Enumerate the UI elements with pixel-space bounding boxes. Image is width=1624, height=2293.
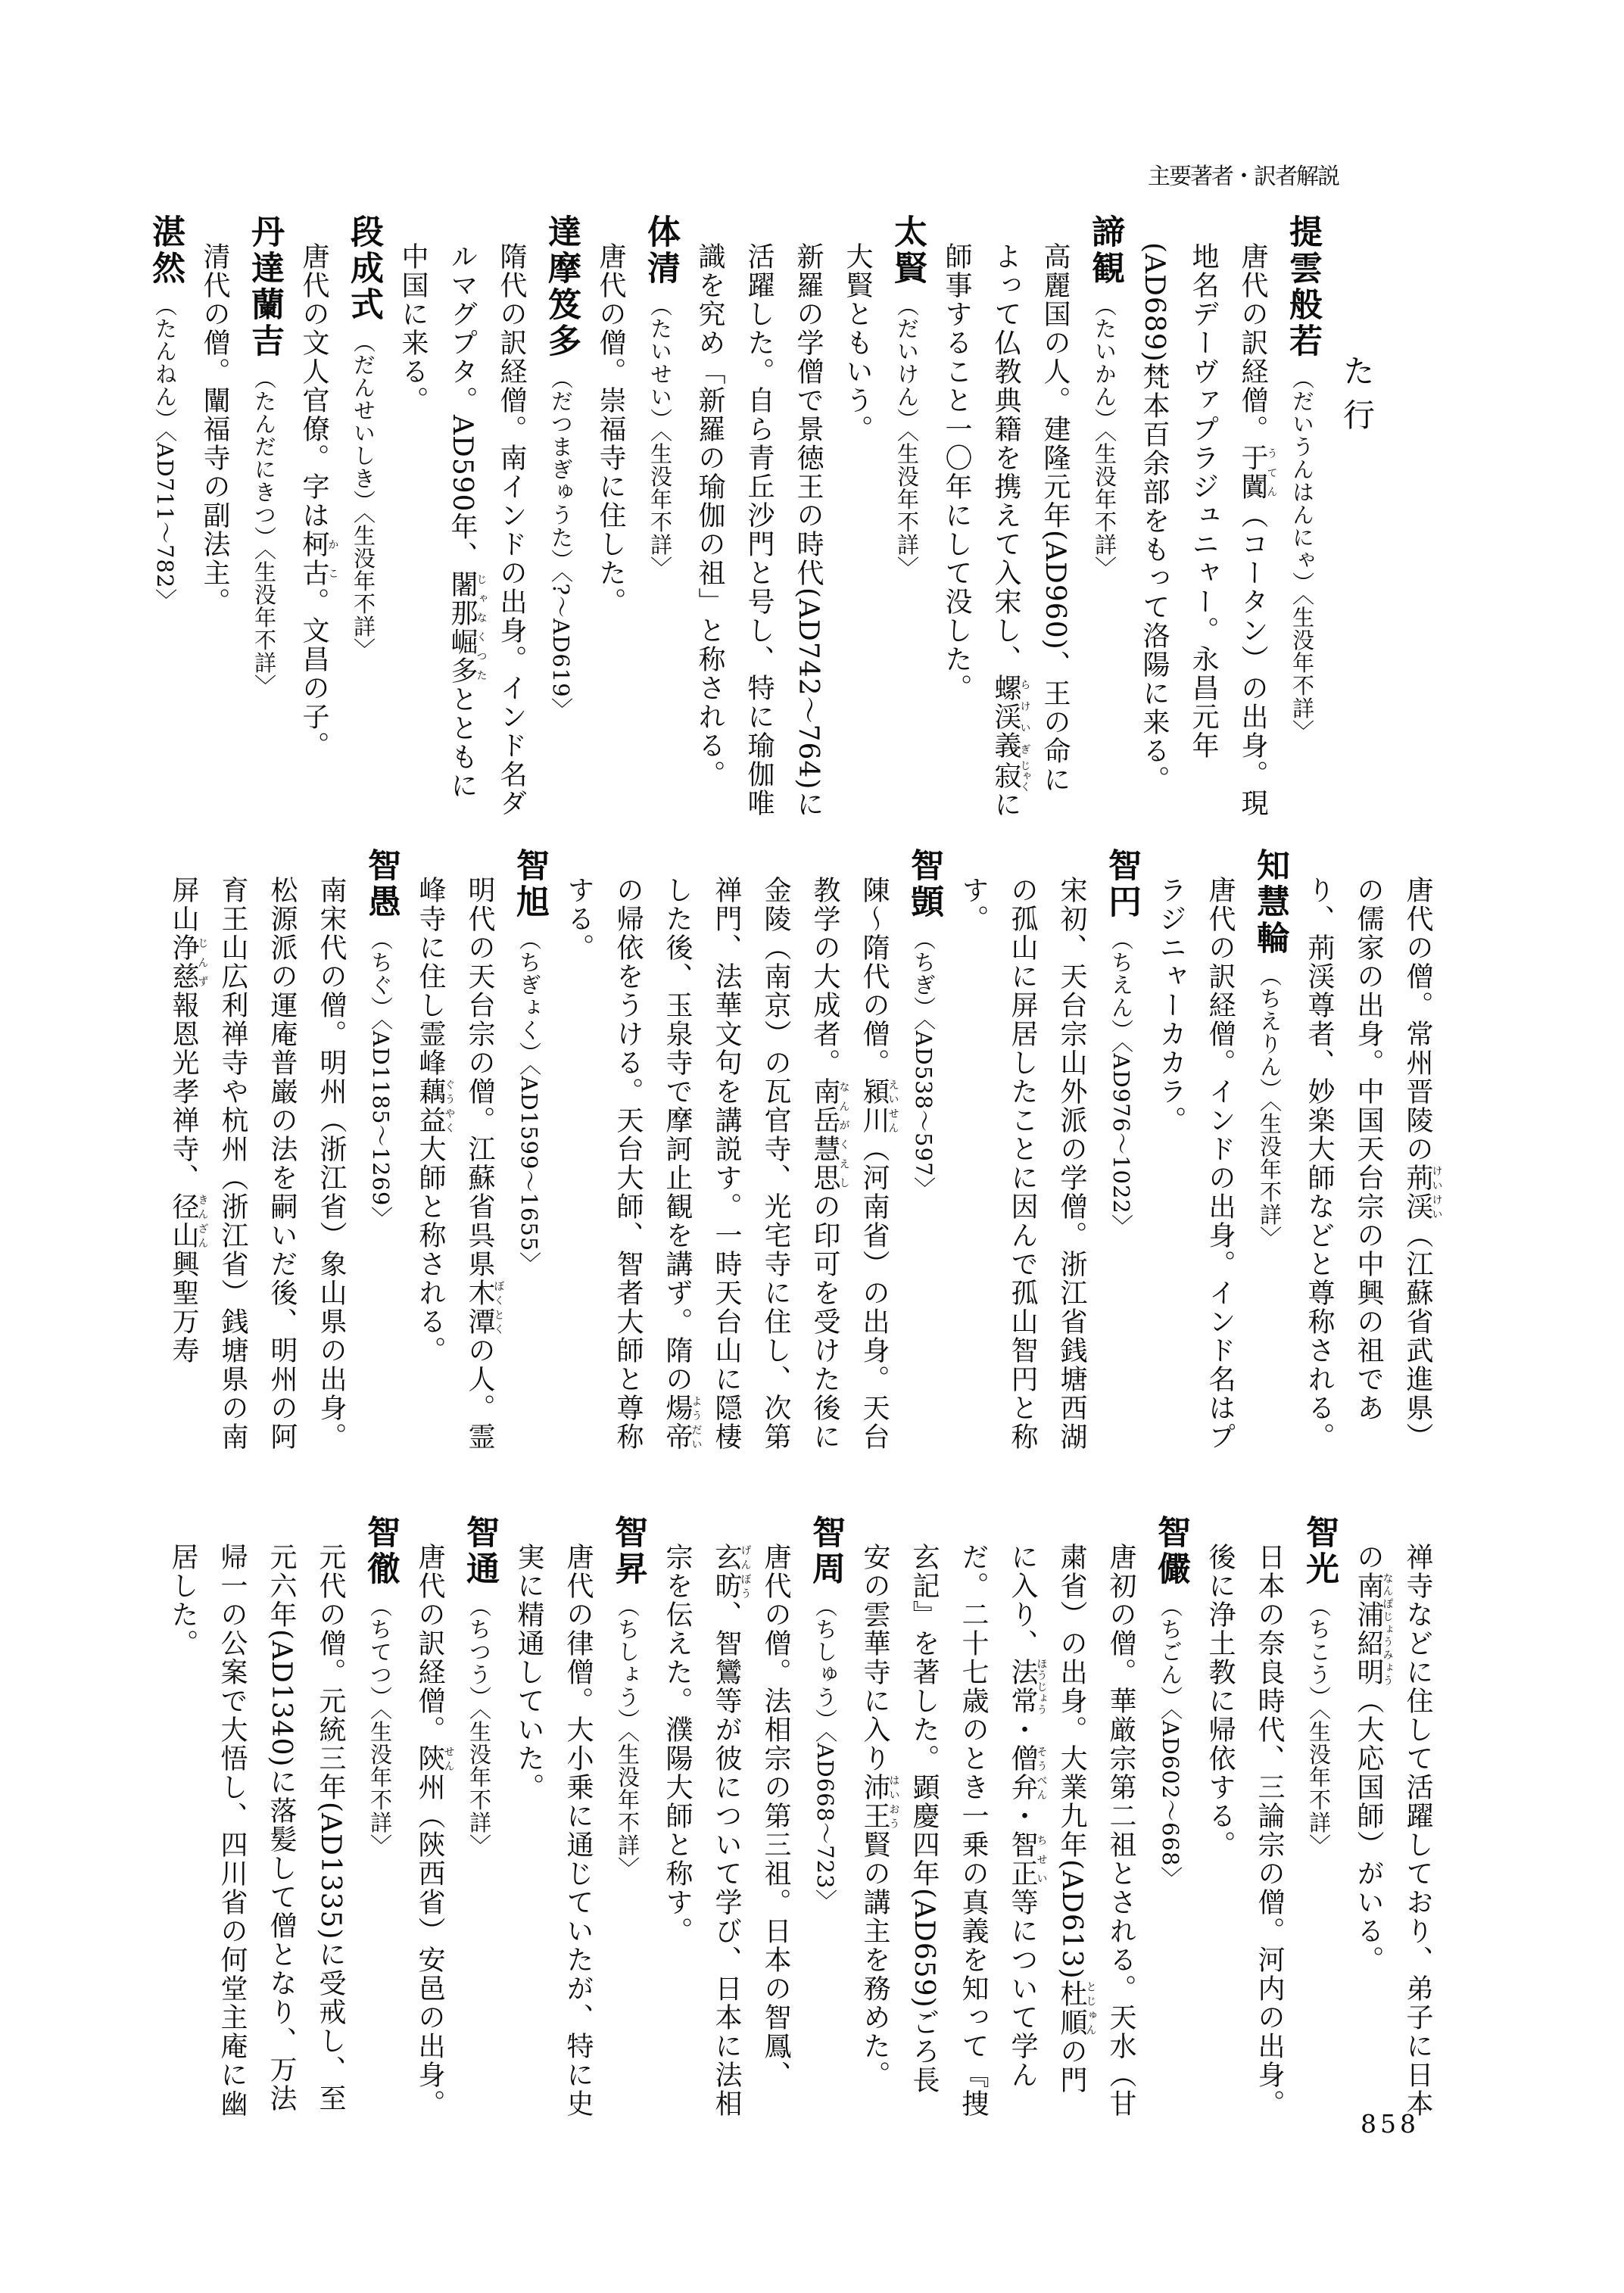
body-text: 明代の天台宗の僧。江蘇省呉県 (464, 876, 495, 1279)
entry-reading: （ちつう） (466, 1595, 492, 1709)
entry-dates (351, 512, 376, 661)
entry-headword: 諦観 (1086, 214, 1124, 287)
bracket-open: 〈 (615, 1731, 641, 1743)
ruby-base: 沛王 (859, 1773, 890, 1830)
body-text: 高麗国の人。建隆元年 (1040, 242, 1071, 530)
entry-body (833, 214, 882, 820)
body-text: 、智鸞等が彼について学び、日本に法相宗を伝えた。濮陽大師と称す。 (662, 1543, 742, 2118)
body-text: の門に入り、 (1007, 1543, 1087, 2095)
ruby-annotation (1237, 444, 1278, 501)
ruby-text: じゃく (1018, 760, 1031, 792)
entry-lifespan: AD602～668 (1158, 1720, 1183, 1867)
entry-body (159, 848, 356, 1453)
body-text: ・ (1007, 1715, 1038, 1744)
body-text: 大賢ともいう。 (842, 242, 873, 444)
entry-dates (647, 431, 673, 579)
bracket-close: 〉 (251, 674, 277, 697)
body-text: とともに中国に来る。 (397, 242, 478, 800)
entry-heading (338, 214, 388, 820)
entry-lifespan: 生没年不詳 (1092, 442, 1117, 556)
body-text: 興聖万寿 (168, 1250, 199, 1365)
body-text: 大師と称される。 (415, 1135, 446, 1365)
entry-dates (1289, 594, 1315, 743)
bracket-open: 〈 (812, 1731, 838, 1743)
latin-date: (AD613) (1056, 1859, 1087, 1980)
body-text: 南宋代の僧。明州（浙江省）象山県の出身。松源派の運庵普巌の法を嗣いだ後、明州の阿育王山広利禅寺や杭州（浙江省）銭塘県の南屏山 (168, 876, 347, 1451)
entry-body (586, 214, 635, 820)
bracket-open: 〈 (647, 431, 673, 443)
entry-body (405, 1515, 454, 2120)
entry-dates (368, 1019, 394, 1229)
ruby-annotation (859, 1077, 899, 1135)
entry-heading (454, 1515, 504, 2120)
entry-headword: 智通 (460, 1515, 499, 1587)
entry-body (685, 214, 833, 820)
entry-body (850, 1515, 1146, 2120)
entry-body (1344, 1515, 1442, 2120)
entry-headword: 智旭 (510, 848, 549, 921)
body-text: 年、 (447, 512, 478, 570)
bracket-open: 〈 (466, 1709, 492, 1721)
body-text: 等について学んだ。二十七歳のとき一乗の真義を知って『捜玄記』を著した。顕慶四年 (909, 1543, 1038, 2118)
bracket-close: 〉 (1289, 719, 1315, 743)
entry-body (158, 1515, 355, 2120)
bracket-open: 〈 (1257, 1101, 1283, 1113)
entry-body (190, 214, 239, 820)
entry-reading: （だいけん） (894, 294, 920, 431)
body-text: 唐初の僧。華厳宗第二祖とされる。天水（甘粛省）の出身。大業九年 (1056, 1543, 1136, 2118)
ruby-text: らけいぎ (1018, 674, 1031, 760)
body-text: 唐代の僧。崇福寺に住した。 (595, 242, 626, 616)
latin-date: (AD1340) (266, 1629, 297, 1768)
entry-reading: （たいかん） (1092, 294, 1117, 431)
entry-lifespan: AD538～597 (911, 1030, 937, 1177)
body-text: 唐代の僧。法相宗の第三祖。日本の智鳳、 (760, 1543, 791, 2089)
bracket-close: 〉 (368, 1206, 394, 1229)
ruby-base: 法常 (1007, 1658, 1038, 1715)
entry-body (289, 214, 338, 820)
entry-reading: （ちぎょく） (516, 928, 542, 1064)
body-text: に落髪して僧となり、万法帰一の公案で大悟し、四川省の何堂主庵に幽居した。 (167, 1543, 297, 2118)
bracket-open: 〈 (251, 549, 277, 561)
body-text: 禅寺などに住して活躍しており、弟子に日本の (1353, 1543, 1433, 2118)
entry-dates (812, 1731, 838, 1911)
ruby-base: 玄昉 (711, 1543, 742, 1600)
ruby-text: ちせい (1035, 1830, 1048, 1888)
bracket-close: 〉 (911, 1176, 937, 1200)
entry-dates (516, 1064, 542, 1274)
entry-lifespan: ?～AD619 (548, 583, 574, 698)
text-band-bottom (158, 1515, 1442, 2120)
entry-body (932, 214, 1080, 820)
entry-heading (603, 1515, 653, 2120)
entry-reading: （たんだにきつ） (251, 367, 277, 549)
ruby-base: 荊渓 (1402, 1164, 1433, 1221)
entry-reading: （ちぐ） (368, 928, 394, 1019)
ruby-base: 柯古 (298, 530, 329, 587)
entry-body (554, 848, 899, 1453)
bracket-open: 〈 (1092, 431, 1117, 443)
body-text: 唐代の訳経僧。 (1237, 242, 1268, 444)
body-text: 清代の僧。闡福寺の副法主。 (199, 242, 230, 616)
ruby-annotation (1353, 1572, 1394, 1687)
entry-headword: 智円 (1102, 848, 1141, 921)
entry-lifespan: AD711～782 (152, 442, 178, 589)
body-text: 唐代の律僧。大小乗に通じていたが、特に史実に精通していた。 (513, 1543, 594, 2118)
body-text: 新羅の学僧で景徳王の時代 (793, 242, 824, 587)
entry-heading (1080, 214, 1130, 820)
bracket-close: 〉 (1257, 1226, 1283, 1249)
entry-headword: 丹達蘭吉 (245, 214, 284, 360)
entry-dates (1108, 1042, 1134, 1237)
entry-dates (251, 549, 277, 697)
body-text: 元代の僧。元統三年 (315, 1543, 346, 1802)
ruby-annotation (1007, 1830, 1048, 1888)
entry-dates (1306, 1709, 1332, 1857)
entry-dates (894, 431, 920, 579)
body-text: 唐代の僧。常州晋陵の (1402, 876, 1433, 1164)
entry-heading (800, 1515, 850, 2120)
entry-lifespan: AD668～723 (812, 1743, 838, 1890)
entry-heading (536, 214, 586, 820)
body-text: 唐代の文人官僚。字は (298, 242, 329, 530)
entry-heading (1277, 214, 1327, 820)
ruby-text: ぼくとく (492, 1279, 505, 1336)
ruby-annotation (464, 1279, 505, 1336)
entry-body (949, 848, 1096, 1453)
entry-headword: 智儼 (1152, 1515, 1190, 1587)
latin-date: AD590 (447, 415, 478, 512)
ruby-annotation (809, 1077, 850, 1192)
body-text: 日本の奈良時代、三論宗の僧。河内の出身。後に浄土教に帰依する。 (1205, 1543, 1285, 2118)
body-text: （大応国師）がいる。 (1353, 1687, 1384, 1974)
bracket-close: 〉 (615, 1856, 641, 1880)
entry-headword: 智周 (806, 1515, 845, 1587)
ruby-text: はいおう (887, 1773, 900, 1830)
body-text: 梵本百余部をもって洛陽に来る。 (1139, 362, 1170, 794)
ruby-base: 木潭 (464, 1279, 495, 1336)
entry-heading (899, 848, 949, 1453)
entry-lifespan: 生没年不詳 (367, 1720, 393, 1834)
bracket-open: 〈 (152, 431, 178, 443)
body-text: の印可を受けた後に金陵（南京）の瓦官寺、光宅寺に住し、次第禅門、法華文句を講説す。一時天台山に隠棲した後、玉泉寺で摩訶止観を講ず。隋の (662, 876, 840, 1451)
entry-dates (1158, 1709, 1183, 1889)
ruby-base: 闍那崛多 (447, 569, 478, 685)
page-header-title: 主要著者・訳者解説 (1148, 164, 1339, 190)
ruby-text: げんぼう (739, 1543, 752, 1600)
entry-headword: 智顗 (905, 848, 943, 921)
ruby-base: 智正 (1007, 1830, 1038, 1888)
entry-heading (882, 214, 932, 820)
entry-reading: （たんねん） (152, 294, 178, 431)
entry-heading (1245, 848, 1295, 1453)
entry-headword: 体清 (641, 214, 680, 287)
entry-body (653, 1515, 800, 2120)
ruby-text: ようだい (690, 1394, 703, 1451)
page-number: 858 (1361, 2109, 1420, 2139)
entry-heading (356, 848, 406, 1453)
body-text: の人。霊峰寺に住し霊峰 (415, 876, 495, 1451)
entry-lifespan: AD976～1022 (1108, 1053, 1134, 1214)
entry-heading (140, 214, 190, 820)
bracket-open: 〈 (368, 1019, 394, 1031)
entry-headword: 太賢 (888, 214, 927, 287)
ruby-annotation (1007, 1744, 1048, 1802)
ruby-text: うてん (1265, 444, 1278, 501)
entry-headword: 段成式 (344, 214, 383, 323)
ruby-text: けいけい (1430, 1164, 1443, 1221)
entry-dates (911, 1019, 937, 1199)
entry-headword: 智昇 (609, 1515, 647, 1587)
bracket-close: 〉 (1306, 1833, 1332, 1857)
entry-heading (635, 214, 685, 820)
ruby-text: じんず (196, 933, 209, 991)
body-text: （河南省）の出身。天台教学の大成者。 (809, 876, 890, 1451)
entry-reading: （ちしょう） (615, 1595, 641, 1731)
bracket-open: 〈 (1158, 1709, 1183, 1721)
ruby-text: なんがくえし (837, 1077, 850, 1192)
entry-dates (1092, 431, 1117, 579)
bracket-close: 〉 (1158, 1866, 1183, 1890)
ruby-text: きんざん (196, 1192, 209, 1250)
ruby-annotation (415, 1077, 456, 1135)
entry-body (504, 1515, 603, 2120)
section-label-ta-row: た行 (1339, 354, 1376, 442)
entry-lifespan: AD1185～1269 (368, 1030, 394, 1207)
entry-dates (615, 1731, 641, 1880)
entry-headword: 智光 (1300, 1515, 1339, 1587)
entry-dates (1257, 1101, 1283, 1249)
entry-lifespan: 生没年不詳 (351, 524, 376, 638)
ruby-base: 螺渓義 (990, 674, 1021, 760)
ruby-text: かこ (326, 530, 339, 587)
ruby-text: ほうじょう (1035, 1658, 1048, 1715)
ruby-base: 浄慈 (168, 933, 199, 991)
entry-body (1195, 1515, 1294, 2120)
bracket-close: 〉 (351, 637, 376, 661)
body-text: 州（陝西省）安邑の出身。 (414, 1773, 445, 2118)
ruby-base: 南岳慧思 (809, 1077, 840, 1192)
ruby-text: じゃなくつた (475, 569, 488, 685)
ruby-base: 于闐 (1237, 444, 1268, 501)
ruby-annotation (414, 1744, 455, 1773)
entry-heading (239, 214, 289, 820)
bracket-close: 〉 (152, 588, 178, 612)
entry-dates (548, 572, 574, 721)
ruby-base: 径山 (168, 1192, 199, 1250)
bracket-open: 〈 (1108, 1042, 1134, 1054)
body-text: （コータン）の出身。現地名デーヴァプラジュニャー。永昌元年 (1188, 242, 1268, 818)
ruby-text: なんぽじょうみょう (1381, 1572, 1394, 1687)
entry-heading (1146, 1515, 1195, 2120)
bracket-close: 〉 (367, 1833, 393, 1857)
latin-date: (AD659) (909, 1888, 940, 2008)
body-text: ・ (1007, 1802, 1038, 1830)
bracket-open: 〈 (911, 1019, 937, 1031)
body-text: 唐代の訳経僧。インドの出身。インド名はプラジニャーカカラ。 (1155, 876, 1236, 1451)
ruby-annotation (662, 1394, 703, 1451)
entry-lifespan: 生没年不詳 (647, 442, 673, 556)
ruby-text: せん (442, 1744, 455, 1773)
ruby-annotation (1056, 1979, 1097, 2037)
ruby-base: 僧弁 (1007, 1744, 1038, 1802)
entry-lifespan: 生没年不詳 (1257, 1112, 1283, 1226)
entry-reading: （だいうんはんにゃ） (1289, 367, 1315, 594)
latin-date: (AD1335) (315, 1802, 346, 1940)
ruby-annotation (298, 530, 339, 587)
bracket-open: 〈 (1289, 594, 1315, 606)
entry-headword: 智徹 (361, 1515, 400, 1587)
entry-body (1295, 848, 1442, 1453)
bracket-open: 〈 (367, 1709, 393, 1721)
ruby-annotation (711, 1543, 752, 1600)
latin-date: (AD960) (1040, 530, 1071, 650)
ruby-base: 陝 (414, 1744, 445, 1773)
bracket-close: 〉 (647, 556, 673, 579)
entry-body (388, 214, 536, 820)
entry-heading (355, 1515, 405, 2120)
entry-body (1130, 214, 1277, 820)
body-text: 、王の命によって仏教典籍を携えて入宋し、 (990, 242, 1071, 794)
body-text: 唐代の訳経僧。 (414, 1543, 445, 1744)
entry-reading: （だんせいしき） (351, 331, 376, 512)
ruby-annotation (859, 1773, 900, 1830)
ruby-base: 煬帝 (662, 1394, 693, 1451)
ruby-base: 潁川 (859, 1077, 890, 1135)
ruby-base: 寂 (990, 760, 1021, 792)
bracket-close: 〉 (466, 1833, 492, 1857)
body-text: 。文昌の子。 (298, 587, 329, 760)
entry-body (406, 848, 504, 1453)
bracket-open: 〈 (894, 431, 920, 443)
bracket-close: 〉 (812, 1889, 838, 1912)
entry-headword: 湛然 (146, 214, 185, 287)
bracket-open: 〈 (1306, 1709, 1332, 1721)
ruby-base: 杜順 (1056, 1979, 1087, 2037)
entry-lifespan: 生没年不詳 (251, 560, 277, 675)
bracket-close: 〉 (1092, 556, 1117, 579)
bracket-close: 〉 (894, 556, 920, 579)
body-text: に受戒し、至元六年 (266, 1543, 346, 2113)
bracket-open: 〈 (548, 572, 574, 584)
bracket-close: 〉 (1108, 1213, 1134, 1237)
body-text: （江蘇省武進県）の儒家の出身。中国天台宗の中興の祖であり、荊渓尊者、妙楽大師などと尊称される。 (1304, 876, 1433, 1451)
ruby-base: 南浦紹明 (1353, 1572, 1384, 1687)
bracket-close: 〉 (516, 1251, 542, 1275)
entry-reading: （ちしゅう） (812, 1595, 838, 1731)
entry-reading: （ちてつ） (367, 1595, 393, 1709)
body-text: に師事すること一〇年にして没した。 (941, 242, 1021, 819)
ruby-base: 藕益 (415, 1077, 446, 1135)
entry-lifespan: 生没年不詳 (894, 442, 920, 556)
text-band-middle (159, 848, 1442, 1453)
body-text: ごろ長安の雲華寺に入り (859, 1543, 940, 2095)
ruby-text: そうべん (1035, 1744, 1048, 1802)
body-text: 報恩光孝禅寺、 (168, 991, 199, 1192)
entry-heading (504, 848, 554, 1453)
entry-headword: 知慧輪 (1251, 848, 1289, 957)
entry-lifespan: 生没年不詳 (615, 1743, 641, 1857)
entry-lifespan: 生没年不詳 (1289, 606, 1315, 720)
entry-heading (1096, 848, 1146, 1453)
body-text: の帰依をうける。天台大師、智者大師と尊称する。 (563, 876, 644, 1451)
entry-headword: 達摩笈多 (542, 214, 581, 360)
entry-reading: （ちこう） (1306, 1595, 1332, 1709)
ruby-annotation (1402, 1164, 1443, 1221)
bracket-close: 〉 (548, 697, 574, 721)
ruby-annotation (990, 760, 1031, 792)
body-text: に活躍した。自ら青丘沙門と号し、特に瑜伽唯識を究め「新羅の瑜伽の祖」と称される。 (694, 242, 824, 819)
body-text: 賢の講主を務めた。 (859, 1830, 890, 2089)
entry-reading: （ちえりん） (1257, 964, 1283, 1101)
ruby-text: ぐうやく (443, 1077, 456, 1135)
entry-reading: （ちえん） (1108, 928, 1134, 1042)
ruby-annotation (990, 674, 1031, 760)
entry-headword: 智愚 (362, 848, 401, 921)
body-text: 宋初、天台宗山外派の学僧。浙江省銭塘西湖の孤山に屏居したことに因んで孤山智円と称す。 (958, 876, 1087, 1451)
entry-lifespan: AD1599～1655 (516, 1076, 542, 1252)
latin-date: (AD742～764) (793, 587, 824, 790)
latin-date: (AD689) (1139, 242, 1170, 363)
entry-dates (466, 1709, 492, 1857)
body-text: 陳～隋代の僧。 (859, 876, 890, 1077)
ruby-text: とじゅん (1084, 1979, 1097, 2037)
ruby-annotation (447, 569, 488, 685)
entry-reading: （ちぎ） (911, 928, 937, 1019)
entry-lifespan: 生没年不詳 (466, 1720, 492, 1834)
entry-reading: （ちごん） (1158, 1595, 1183, 1709)
entry-body (1146, 848, 1245, 1453)
entry-dates (152, 431, 178, 611)
bracket-open: 〈 (516, 1064, 542, 1076)
body-text: 隋代の訳経僧。南インドの出身。インド名ダルマグプタ。 (447, 242, 527, 818)
entry-reading: （たいせい） (647, 294, 673, 431)
text-band-top (140, 214, 1327, 820)
entry-lifespan: 生没年不詳 (1306, 1720, 1332, 1834)
entry-headword: 提雲般若 (1283, 214, 1322, 360)
ruby-text: えいせん (887, 1077, 899, 1135)
entry-heading (1294, 1515, 1344, 2120)
entry-dates (367, 1709, 393, 1857)
entry-reading: （だつまぎゅうた） (548, 367, 574, 572)
bracket-open: 〈 (351, 512, 376, 525)
ruby-annotation (168, 933, 209, 991)
ruby-annotation (168, 1192, 209, 1250)
ruby-annotation (1007, 1658, 1048, 1715)
